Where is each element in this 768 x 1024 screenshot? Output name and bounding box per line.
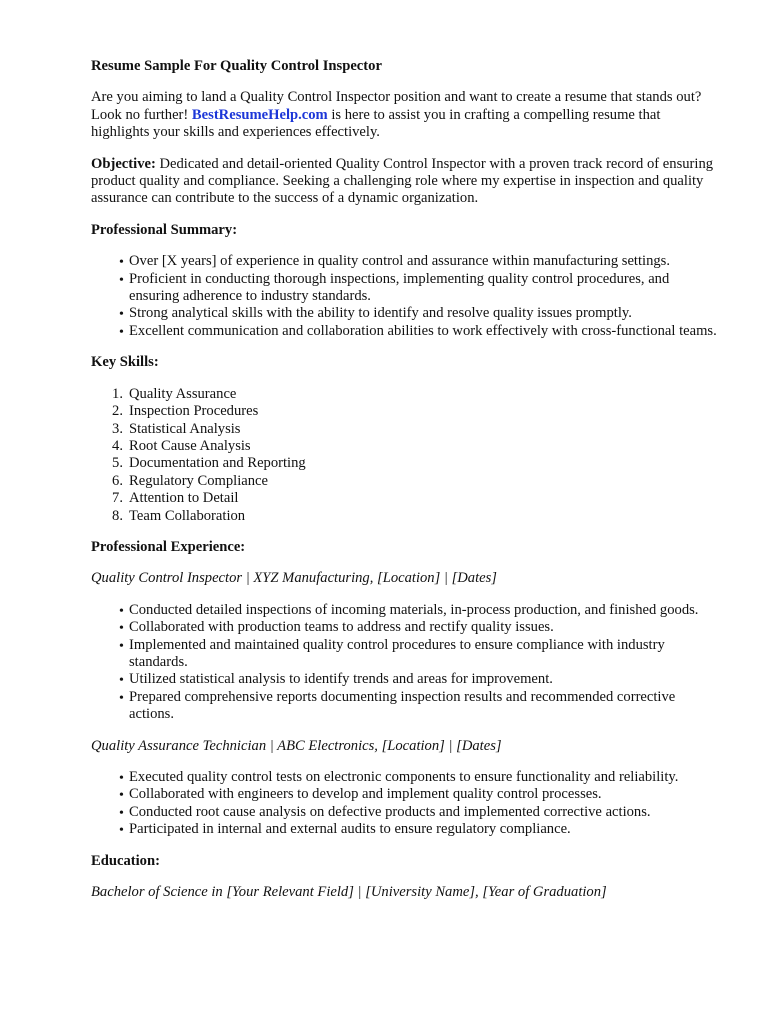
skill-number: 6.: [112, 472, 123, 489]
summary-item: • Proficient in conducting thorough inspections, implementing quality control procedures, and ensuring adherence to industry standards.: [129, 271, 721, 306]
skill-item: [112, 385, 721, 403]
job-duties-list: [91, 769, 721, 839]
skill-text: Attention to Detail: [129, 490, 239, 507]
job-duty-item: • Utilized statistical analysis to identify trends and areas for improvement.: [129, 671, 721, 688]
skill-text: Inspection Procedures: [129, 403, 259, 420]
summary-item: • Strong analytical skills with the ability to identify and resolve quality issues promptly.: [129, 305, 721, 322]
skill-text: Statistical Analysis: [129, 420, 241, 437]
job-duty-item: • Collaborated with production teams to address and rectify quality issues.: [129, 619, 721, 636]
skill-number: 4.: [112, 437, 123, 454]
job-duty-item: • Conducted root cause analysis on defective products and implemented corrective actions.: [129, 804, 721, 821]
objective-text: Dedicated and detail-oriented Quality Control Inspector with a proven track record of ensuring product quality and compliance. Seeking a challenging role where my expertise in inspection and quality assurance can contribute to the success of a dynamic organization.: [91, 155, 714, 207]
skill-item: [112, 437, 721, 455]
job-title-qa-technician: Quality Assurance Technician | ABC Electronics, [Location] | [Dates]: [91, 737, 502, 754]
objective-paragraph: [91, 156, 721, 208]
summary-list: [91, 253, 721, 340]
intro-text-before: Are you aiming to land a Quality Control Inspector position and want to create a resume that stands out? Look no further!: [91, 89, 702, 123]
job-duties-list: [91, 602, 721, 724]
skill-text: Regulatory Compliance: [129, 472, 269, 489]
job-duty-item: • Prepared comprehensive reports documenting inspection results and recommended corrective actions.: [129, 689, 721, 724]
intro-text-after: is here to assist you in crafting a compelling resume that highlights your skills and experiences effectively.: [91, 106, 661, 141]
job-duty-item: • Participated in internal and external audits to ensure regulatory compliance.: [129, 821, 721, 838]
skill-number: 7.: [112, 490, 123, 507]
skill-number: 1.: [112, 385, 123, 402]
job-duty-item: • Implemented and maintained quality control procedures to ensure compliance with industry standards.: [129, 637, 721, 672]
skill-item: [112, 472, 721, 490]
skill-text: Root Cause Analysis: [129, 437, 251, 454]
skill-number: 3.: [112, 420, 123, 437]
objective-label: Objective:: [91, 155, 156, 172]
experience-heading: Professional Experience:: [91, 538, 246, 555]
summary-heading: Professional Summary:: [91, 221, 238, 238]
summary-item: • Excellent communication and collaboration abilities to work effectively with cross-functional teams.: [129, 323, 721, 340]
job-title-qc-inspector: Quality Control Inspector | XYZ Manufacturing, [Location] | [Dates]: [91, 570, 497, 587]
job-duty-item: • Conducted detailed inspections of incoming materials, in-process production, and finished goods.: [129, 602, 721, 619]
skill-item: [112, 420, 721, 438]
intro-paragraph: [91, 89, 721, 141]
summary-item: • Over [X years] of experience in quality control and assurance within manufacturing settings.: [129, 253, 721, 270]
skill-text: Quality Assurance: [129, 385, 237, 402]
bestresumehelp-link[interactable]: BestResumeHelp.com: [191, 106, 328, 123]
resume-document: [91, 58, 721, 915]
skill-number: 2.: [112, 403, 123, 420]
skill-item: [112, 455, 721, 472]
skill-item: [112, 490, 721, 507]
skill-text: Team Collaboration: [129, 507, 246, 524]
education-heading: Education:: [91, 852, 160, 869]
skills-list: [91, 386, 721, 525]
document-title: Resume Sample For Quality Control Inspector: [91, 58, 382, 74]
skill-number: 5.: [112, 455, 123, 472]
job-duty-item: • Collaborated with engineers to develop and implement quality control processes.: [129, 786, 721, 803]
skill-text: Documentation and Reporting: [129, 455, 306, 472]
skill-item: [112, 507, 721, 525]
skill-number: 8.: [112, 507, 123, 524]
education-degree: Bachelor of Science in [Your Relevant Field] | [University Name], [Year of Graduation]: [91, 884, 607, 901]
skill-item: [112, 403, 721, 420]
skills-heading: Key Skills:: [91, 354, 159, 371]
job-duty-item: • Executed quality control tests on electronic components to ensure functionality and reliability.: [129, 769, 721, 786]
